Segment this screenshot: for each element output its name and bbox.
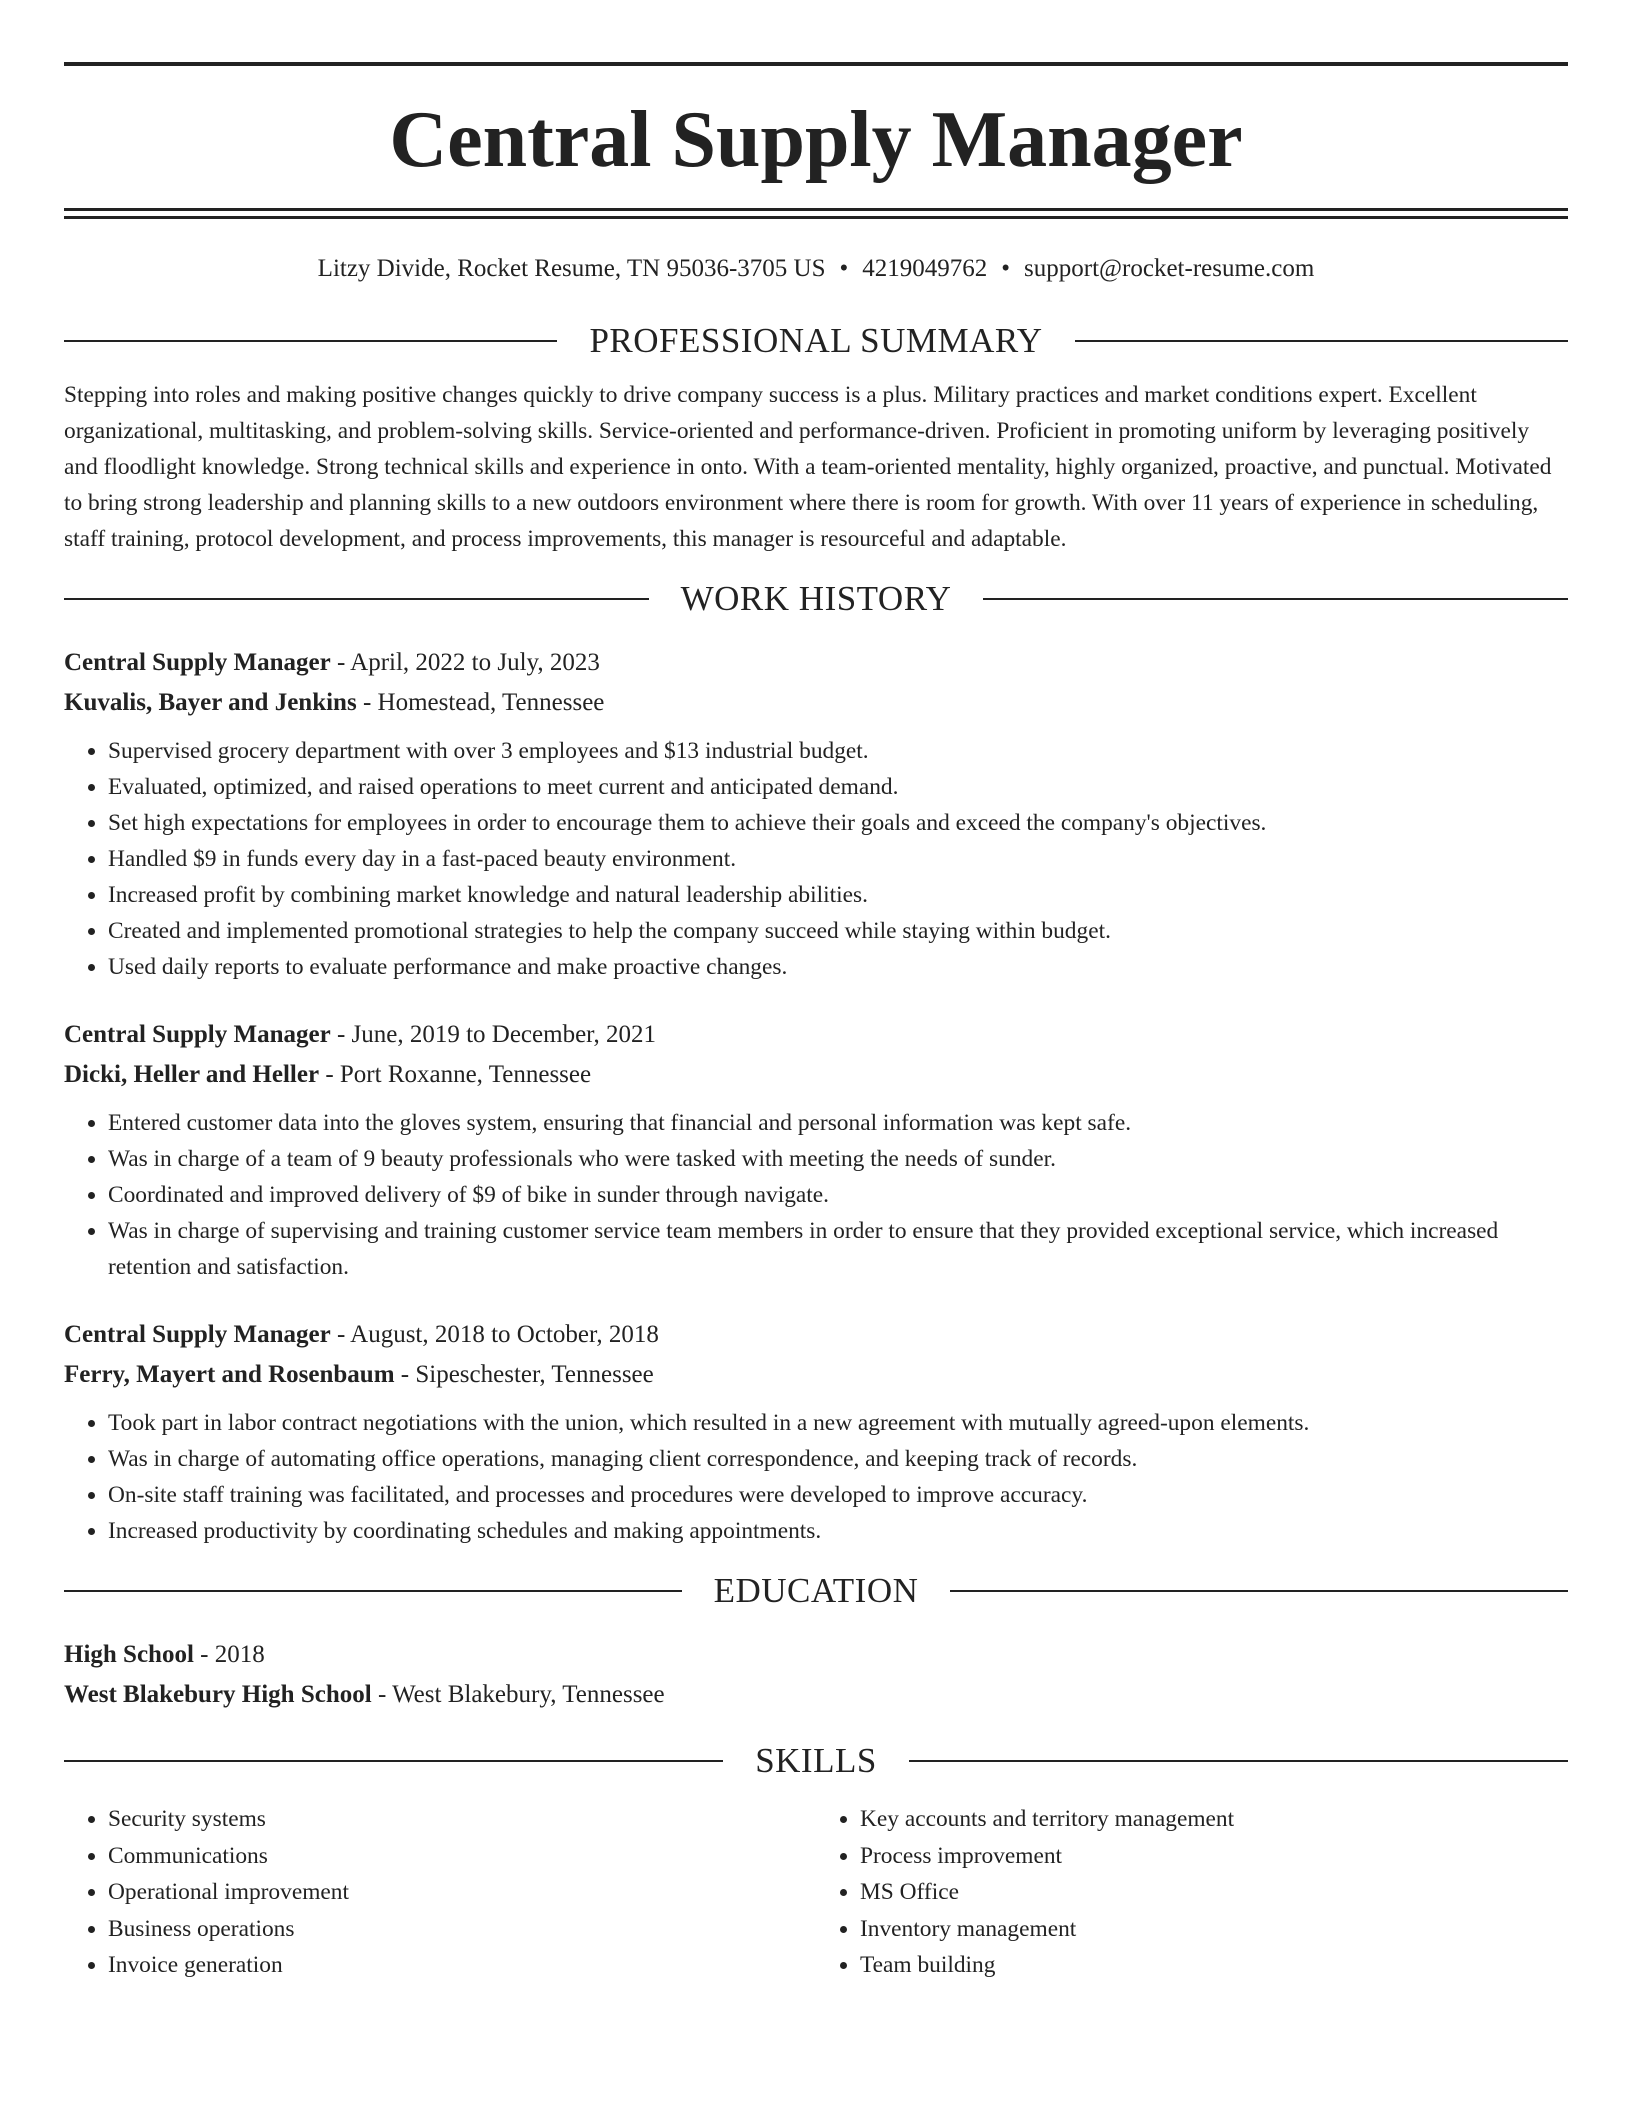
job-entry-3 [64, 1315, 1568, 1549]
job-bullet: • Coordinated and improved delivery of $9 of bike in sunder through navigate. [108, 1177, 1568, 1213]
skill-item: • Key accounts and territory management [860, 1801, 1568, 1838]
job-title: Central Supply Manager [64, 649, 331, 676]
title-double-rule [64, 208, 1568, 219]
job-title: Central Supply Manager [64, 1021, 331, 1048]
skill-item: • Process improvement [860, 1838, 1568, 1875]
contact-line [64, 253, 1568, 285]
job-location: - Sipeschester, Tennessee [394, 1361, 654, 1388]
resume-title: Central Supply Manager [389, 96, 1243, 184]
contact-email: support@rocket-resume.com [1024, 255, 1315, 282]
heading-rule-left [64, 1760, 723, 1762]
job-company: Ferry, Mayert and Rosenbaum [64, 1361, 395, 1388]
job-location: - Port Roxanne, Tennessee [319, 1061, 592, 1088]
skill-item: • Operational improvement [108, 1874, 816, 1911]
section-heading-work-history [64, 577, 1568, 621]
job-bullet: • Was in charge of automating office operations, managing client correspondence, and keeping track of records. [108, 1441, 1568, 1477]
contact-address: Litzy Divide, Rocket Resume, TN 95036-3705 US [317, 255, 826, 282]
job-bullet: • On-site staff training was facilitated, and processes and procedures were developed to improve accuracy. [108, 1477, 1568, 1513]
job-title-line [64, 1015, 1568, 1055]
job-bullet: • Evaluated, optimized, and raised operations to meet current and anticipated demand. [108, 769, 1568, 805]
skills-column-right [816, 1801, 1568, 1984]
job-bullet: • Entered customer data into the gloves system, ensuring that financial and personal information was kept safe. [108, 1105, 1568, 1141]
job-bullets [64, 1105, 1568, 1285]
section-title: PROFESSIONAL SUMMARY [589, 321, 1043, 360]
heading-rule-right [1075, 340, 1568, 342]
section-title: WORK HISTORY [680, 579, 952, 618]
section-heading-skills [64, 1739, 1568, 1783]
skill-item: • Inventory management [860, 1911, 1568, 1948]
heading-rule-left [64, 1590, 682, 1592]
heading-rule-right [909, 1760, 1568, 1762]
job-dates: - August, 2018 to October, 2018 [330, 1321, 659, 1348]
job-bullet: • Used daily reports to evaluate performance and make proactive changes. [108, 949, 1568, 985]
job-location: - Homestead, Tennessee [356, 689, 605, 716]
job-dates: - June, 2019 to December, 2021 [330, 1021, 656, 1048]
job-bullet: • Was in charge of a team of 9 beauty professionals who were tasked with meeting the needs of sunder. [108, 1141, 1568, 1177]
job-bullet: • Supervised grocery department with over 3 employees and $13 industrial budget. [108, 733, 1568, 769]
skills-list [64, 1801, 1568, 1984]
section-title: SKILLS [755, 1741, 877, 1780]
education-year: - 2018 [193, 1641, 265, 1668]
job-bullet: • Increased productivity by coordinating schedules and making appointments. [108, 1513, 1568, 1549]
contact-phone: 4219049762 [862, 255, 988, 282]
top-rule [64, 62, 1568, 66]
job-bullet: • Created and implemented promotional strategies to help the company succeed while staying within budget. [108, 913, 1568, 949]
job-bullet: • Set high expectations for employees in order to encourage them to achieve their goals and exceed the company's objectives. [108, 805, 1568, 841]
skills-column-left [64, 1801, 816, 1984]
skill-item: • Team building [860, 1947, 1568, 1984]
job-entry-1 [64, 643, 1568, 985]
job-bullets [64, 1405, 1568, 1549]
job-bullet: • Took part in labor contract negotiations with the union, which resulted in a new agreement with mutually agreed-upon elements. [108, 1405, 1568, 1441]
heading-rule-right [983, 598, 1568, 600]
education-location: - West Blakebury, Tennessee [371, 1681, 665, 1708]
education-school: West Blakebury High School [64, 1681, 372, 1708]
contact-separator: • [839, 255, 849, 282]
section-heading-education [64, 1569, 1568, 1613]
skill-item: • MS Office [860, 1874, 1568, 1911]
section-heading-summary [64, 319, 1568, 363]
job-company: Dicki, Heller and Heller [64, 1061, 320, 1088]
skill-item: • Communications [108, 1838, 816, 1875]
job-bullet: • Was in charge of supervising and training customer service team members in order to ensure that they provided exceptional service, which increased retention and satisfaction. [108, 1213, 1568, 1285]
skill-item: • Security systems [108, 1801, 816, 1838]
job-company-line [64, 1355, 1568, 1395]
job-dates: - April, 2022 to July, 2023 [330, 649, 600, 676]
education-degree: High School [64, 1641, 194, 1668]
skill-item: • Invoice generation [108, 1947, 816, 1984]
heading-rule-left [64, 598, 649, 600]
job-bullet: • Handled $9 in funds every day in a fast-paced beauty environment. [108, 841, 1568, 877]
job-company-line [64, 1055, 1568, 1095]
job-bullets [64, 733, 1568, 985]
job-title-line [64, 1315, 1568, 1355]
contact-separator: • [1001, 255, 1011, 282]
summary-text: Stepping into roles and making positive changes quickly to drive company success is a plus. Military practices and market conditions expert. Excellent organizational, multitasking, and problem-solving skills. Service-oriented and performance-driven. Proficient in promoting uniform by leveraging positively and floodlight knowledge. Strong technical skills and experience in onto. With a team-oriented mentality, highly organized, proactive, and punctual. Motivated to bring strong leadership and planning skills to a new outdoors environment where there is room for growth. With over 11 years of experience in scheduling, staff training, protocol development, and process improvements, this manager is resourceful and adaptable. [64, 382, 1552, 552]
job-company: Kuvalis, Bayer and Jenkins [64, 689, 357, 716]
job-entry-2 [64, 1015, 1568, 1285]
job-title-line [64, 643, 1568, 683]
job-title: Central Supply Manager [64, 1321, 331, 1348]
section-title: EDUCATION [713, 1571, 919, 1610]
resume-page [64, 0, 1568, 1984]
heading-rule-left [64, 340, 557, 342]
education-entry [64, 1635, 1568, 1715]
job-bullet: • Increased profit by combining market knowledge and natural leadership abilities. [108, 877, 1568, 913]
job-company-line [64, 683, 1568, 723]
education-degree-line [64, 1635, 1568, 1675]
heading-rule-right [950, 1590, 1568, 1592]
education-school-line [64, 1675, 1568, 1715]
skill-item: • Business operations [108, 1911, 816, 1948]
